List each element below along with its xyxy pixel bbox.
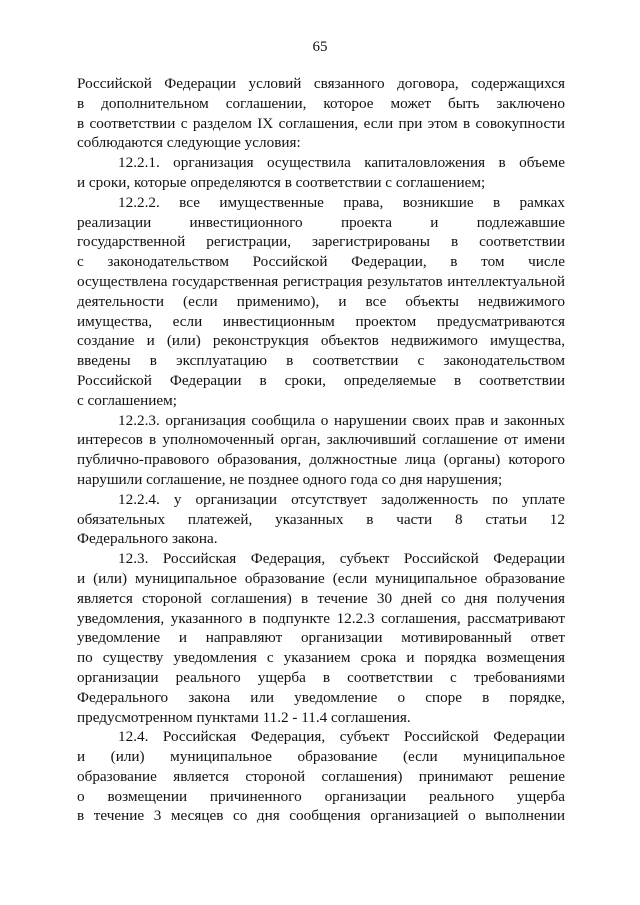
text-line: деятельности (если применимо), и все объекты недвижимого: [77, 292, 565, 310]
text-line: Российской Федерации в сроки, определяемые в соответствии: [77, 371, 565, 389]
text-line: осуществлена государственная регистрация результатов интеллектуальной: [77, 272, 565, 290]
text-line: образование является стороной соглашения) принимают решение: [77, 767, 565, 785]
text-line: введены в эксплуатацию в соответствии с законодательством: [77, 352, 565, 370]
text-line: Федерального закона или уведомление о споре в порядке,: [77, 688, 565, 706]
text-line: 12.2.1. организация осуществила капиталовложения в объеме: [118, 154, 565, 172]
text-line: 12.2.3. организация сообщила о нарушении своих прав и законных: [118, 411, 565, 429]
text-line: Российской Федерации условий связанного договора, содержащихся: [77, 75, 565, 92]
text-line: уведомления, указанного в подпункте 12.2.3 соглашения, рассматривают: [77, 609, 565, 627]
text-line: 12.3. Российская Федерация, субъект Российской Федерации: [118, 550, 565, 568]
text-line: с соглашением;: [77, 391, 177, 409]
text-line: реализации инвестиционного проекта и подлежавшие: [77, 213, 565, 231]
text-line: о возмещении причиненного организации реального ущерба: [77, 787, 565, 805]
text-line: соблюдаются следующие условия:: [77, 134, 301, 152]
text-line: предусмотренном пунктами 11.2 - 11.4 соглашения.: [77, 708, 411, 726]
text-line: в дополнительном соглашении, которое может быть заключено: [77, 94, 565, 112]
text-line: 12.2.4. у организации отсутствует задолженность по уплате: [118, 490, 565, 508]
text-line: интересов в уполномоченный орган, заключивший соглашение от имени: [77, 431, 565, 449]
text-line: 12.4. Российская Федерация, субъект Российской Федерации: [118, 728, 565, 746]
page-number: 65: [312, 39, 328, 55]
text-line: и сроки, которые определяются в соответствии с соглашением;: [77, 173, 486, 191]
text-line: уведомление и направляют организации мотивированный ответ: [77, 629, 565, 647]
text-line: с законодательством Российской Федерации, в том числе: [77, 253, 565, 271]
text-line: 12.2.2. все имущественные права, возникшие в рамках: [118, 193, 565, 211]
body-text: [77, 74, 565, 826]
text-line: и (или) муниципальное образование (если муниципальное: [77, 748, 565, 766]
text-line: в течение 3 месяцев со дня сообщения организацией о выполнении: [77, 807, 565, 825]
text-line: имущества, если инвестиционным проектом предусматриваются: [77, 312, 565, 330]
text-line: государственной регистрации, зарегистрированы в соответствии: [77, 233, 565, 251]
text-line: в соответствии с разделом IX соглашения, если при этом в совокупности: [77, 114, 565, 132]
text-line: создание и (или) реконструкция объектов недвижимого имущества,: [77, 332, 565, 350]
text-line: нарушили соглашение, не позднее одного года со дня нарушения;: [77, 470, 503, 488]
text-line: по существу уведомления с указанием срока и порядка возмещения: [77, 649, 565, 667]
text-line: обязательных платежей, указанных в части 8 статьи 12: [77, 510, 565, 528]
text-line: и (или) муниципальное образование (если муниципальное образование: [77, 569, 565, 587]
text-line: организации реального ущерба в соответствии с требованиями: [77, 668, 565, 686]
text-line: Федерального закона.: [77, 530, 218, 548]
text-line: является стороной соглашения) в течение 30 дней со дня получения: [77, 589, 565, 607]
text-line: публично-правового образования, должностные лица (органы) которого: [77, 451, 565, 469]
